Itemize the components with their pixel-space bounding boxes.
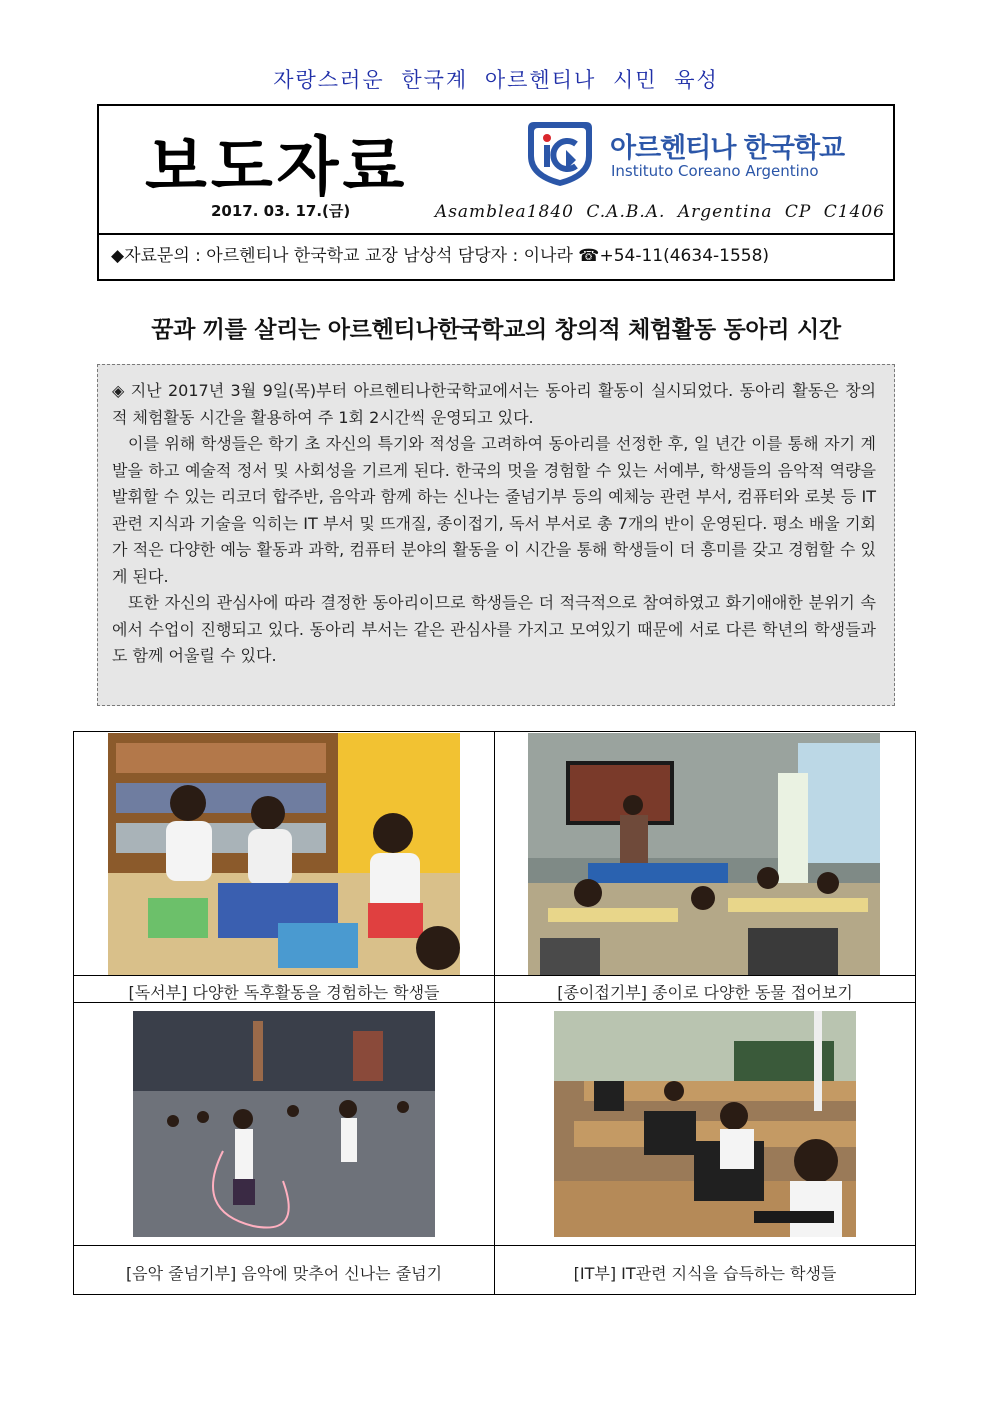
release-date: 2017. 03. 17.(금) <box>211 202 351 220</box>
origami-club-photo <box>528 733 880 975</box>
school-logo-icon <box>524 116 596 188</box>
article-body <box>97 364 895 706</box>
contact-info: ◆자료문의 : 아르헨티나 한국학교 교장 남상석 담당자 : 이나라 ☎+54-11(4634-1558) <box>99 233 893 281</box>
article-headline: 꿈과 끼를 살리는 아르헨티나한국학교의 창의적 체험활동 동아리 시간 <box>151 317 841 343</box>
body-paragraph-3: 또한 자신의 관심사에 따라 결정한 동아리이므로 학생들은 더 적극적으로 참여하였고 화기애애한 분위기 속에서 수업이 진행되고 있다. 동아리 부서는 같은 관심사를 가지고 모여있기 때문에 서로 다른 학년의 학생들과도 함께 어울릴 수 있다. <box>112 593 876 665</box>
reading-club-photo <box>108 733 460 975</box>
photo-caption-origami: [종이접기부] 종이로 다양한 동물 접어보기 <box>557 983 853 1002</box>
photo-table <box>73 731 916 1295</box>
photo-caption-jump-rope: [음악 줄넘기부] 음악에 맞추어 신나는 줄넘기 <box>125 1264 443 1283</box>
table-divider <box>74 975 915 976</box>
body-paragraph-1: ◈ 지난 2017년 3월 9일(목)부터 아르헨티나한국학교에서는 동아리 활동이 실시되었다. 동아리 활동은 창의적 체험활동 시간을 활용하여 주 1회 2시간씩 운영되고 있다. <box>112 381 876 427</box>
jump-rope-club-photo <box>133 1011 435 1237</box>
top-banner: 자랑스러운 한국계 아르헨티나 시민 육성 <box>273 68 719 92</box>
it-club-photo <box>554 1011 856 1237</box>
school-name-korean: 아르헨티나 한국학교 <box>610 133 845 164</box>
press-release-header <box>97 104 895 281</box>
photo-caption-it: [IT부] IT관련 지식을 습득하는 학생들 <box>573 1264 837 1283</box>
table-divider <box>494 732 495 1294</box>
press-release-title: 보도자료 <box>145 131 409 205</box>
school-name-spanish: Instituto Coreano Argentino <box>611 162 819 180</box>
photo-caption-reading: [독서부] 다양한 독후활동을 경험하는 학생들 <box>128 983 440 1002</box>
table-divider <box>74 1245 915 1246</box>
body-paragraph-2: 이를 위해 학생들은 학기 초 자신의 특기와 적성을 고려하여 동아리를 선정한 후, 일 년간 이를 통해 자기 계발을 하고 예술적 정서 및 사회성을 기르게 된다. 한국의 멋을 경험할 수 있는 서예부, 학생들의 음악적 역량을 발휘할 수 있는 리코더 합주반, 음악과 함께 하는 신나는 줄넘기부 등의 예체능 관련 부서, 컴퓨터와 로봇 등 IT 관련 지식과 기술을 익히는 IT 부서 및 뜨개질, 종이접기, 독서 부서로 총 7개의 반이 운영된다. 평소 배울 기회가 적은 다양한 예능 활동과 과학, 컴퓨터 분야의 활동을 이 시간을 통해 학생들이 더 흥미를 갖고 경험할 수 있게 된다. <box>112 434 876 586</box>
school-address: Asamblea1840 C.A.B.A. Argentina CP C1406 <box>434 202 885 222</box>
